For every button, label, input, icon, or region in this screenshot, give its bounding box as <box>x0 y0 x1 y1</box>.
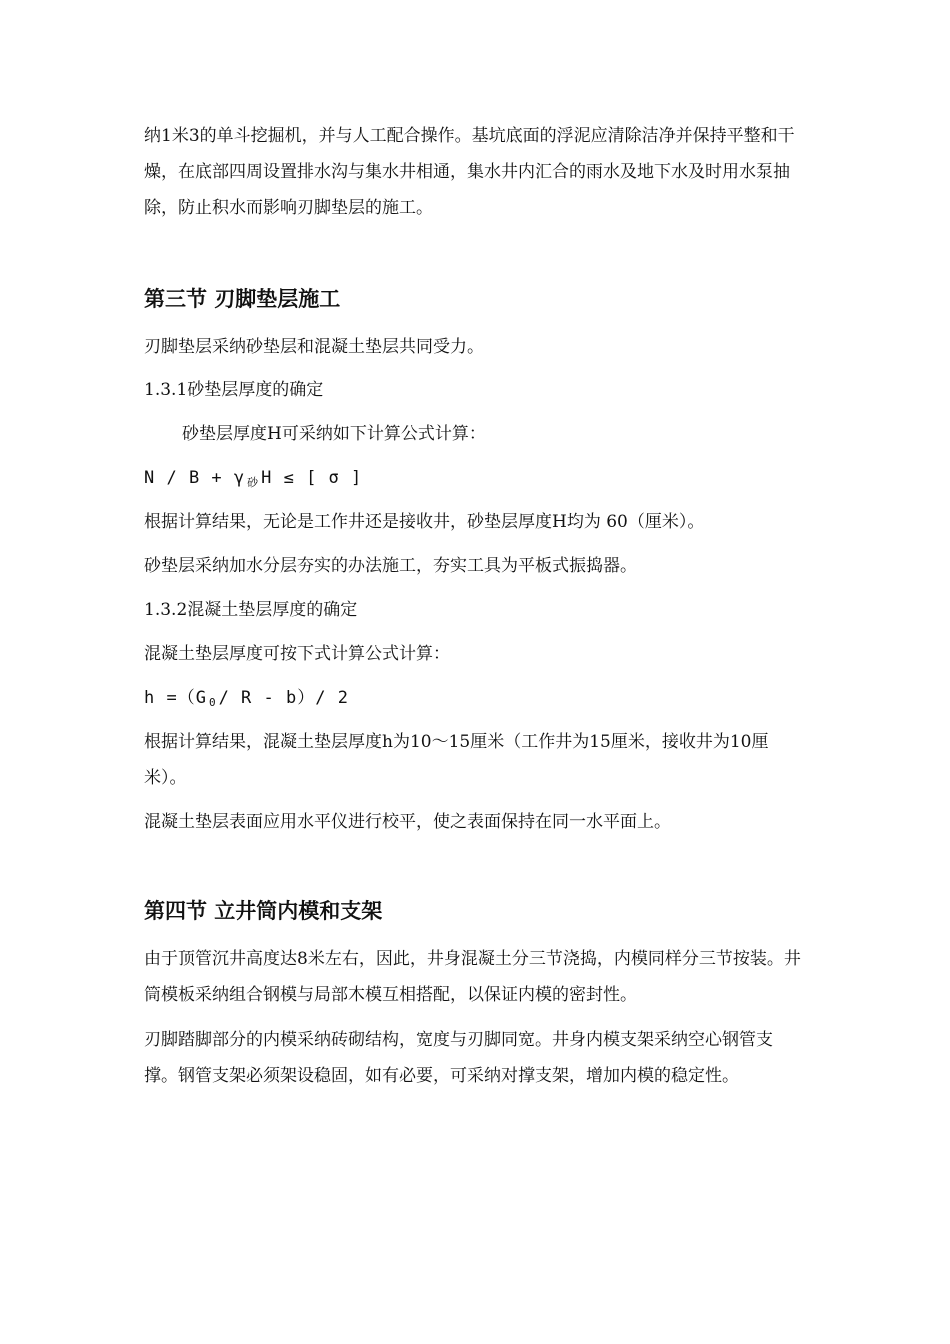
formula-left: N / B + γ <box>144 468 246 488</box>
section-4-heading: 第四节 立井筒内模和支架 <box>144 899 383 923</box>
sand-cushion-method: 砂垫层采纳加水分层夯实的办法施工，夯实工具为平板式振捣器。 <box>144 556 637 576</box>
subsection-1-3-1-title: 1.3.1砂垫层厚度的确定 <box>144 380 324 400</box>
formula-left: h =（G <box>144 688 207 708</box>
sand-cushion-formula-intro: 砂垫层厚度H可采纳如下计算公式计算： <box>182 424 486 444</box>
formula-subscript: 0 <box>208 696 217 709</box>
section-3-paragraph-1: 刃脚垫层采纳砂垫层和混凝土垫层共同受力。 <box>144 337 484 357</box>
sand-cushion-result: 根据计算结果，无论是工作井还是接收井，砂垫层厚度H均为 60（厘米）。 <box>144 512 705 532</box>
formula-right: / R - b）/ 2 <box>218 688 349 708</box>
concrete-cushion-leveling: 混凝土垫层表面应用水平仪进行校平，使之表面保持在同一水平面上。 <box>144 812 671 832</box>
formula-right: H ≤ [ σ ] <box>261 468 363 488</box>
concrete-cushion-result: 根据计算结果，混凝土垫层厚度h为10～15厘米（工作井为15厘米，接收井为10厘米）。 <box>144 732 769 788</box>
section-4-paragraph-1: 由于顶管沉井高度达8米左右，因此，井身混凝土分三节浇捣，内模同样分三节按装。井筒模板采纳组合钢模与局部木模互相搭配，以保证内模的密封性。 <box>144 949 801 1005</box>
concrete-cushion-formula <box>144 680 804 718</box>
formula-subscript: 砂 <box>247 476 260 489</box>
section-4-paragraph-2: 刃脚踏脚部分的内模采纳砖砌结构，宽度与刃脚同宽。井身内模支架采纳空心钢管支撑。钢管支架必须架设稳固，如有必要，可采纳对撑支架，增加内模的稳定性。 <box>144 1030 773 1086</box>
concrete-cushion-formula-intro: 混凝土垫层厚度可按下式计算公式计算： <box>144 644 450 664</box>
subsection-1-3-2-title: 1.3.2混凝土垫层厚度的确定 <box>144 600 358 620</box>
section-3-heading: 第三节 刃脚垫层施工 <box>144 287 341 311</box>
sand-cushion-formula <box>144 460 804 498</box>
intro-paragraph: 纳1米3的单斗挖掘机，并与人工配合操作。基坑底面的浮泥应清除洁净并保持平整和干燥，在底部四周设置排水沟与集水井相通，集水井内汇合的雨水及地下水及时用水泵抽除，防止积水而影响刃脚垫层的施工。 <box>144 126 795 218</box>
